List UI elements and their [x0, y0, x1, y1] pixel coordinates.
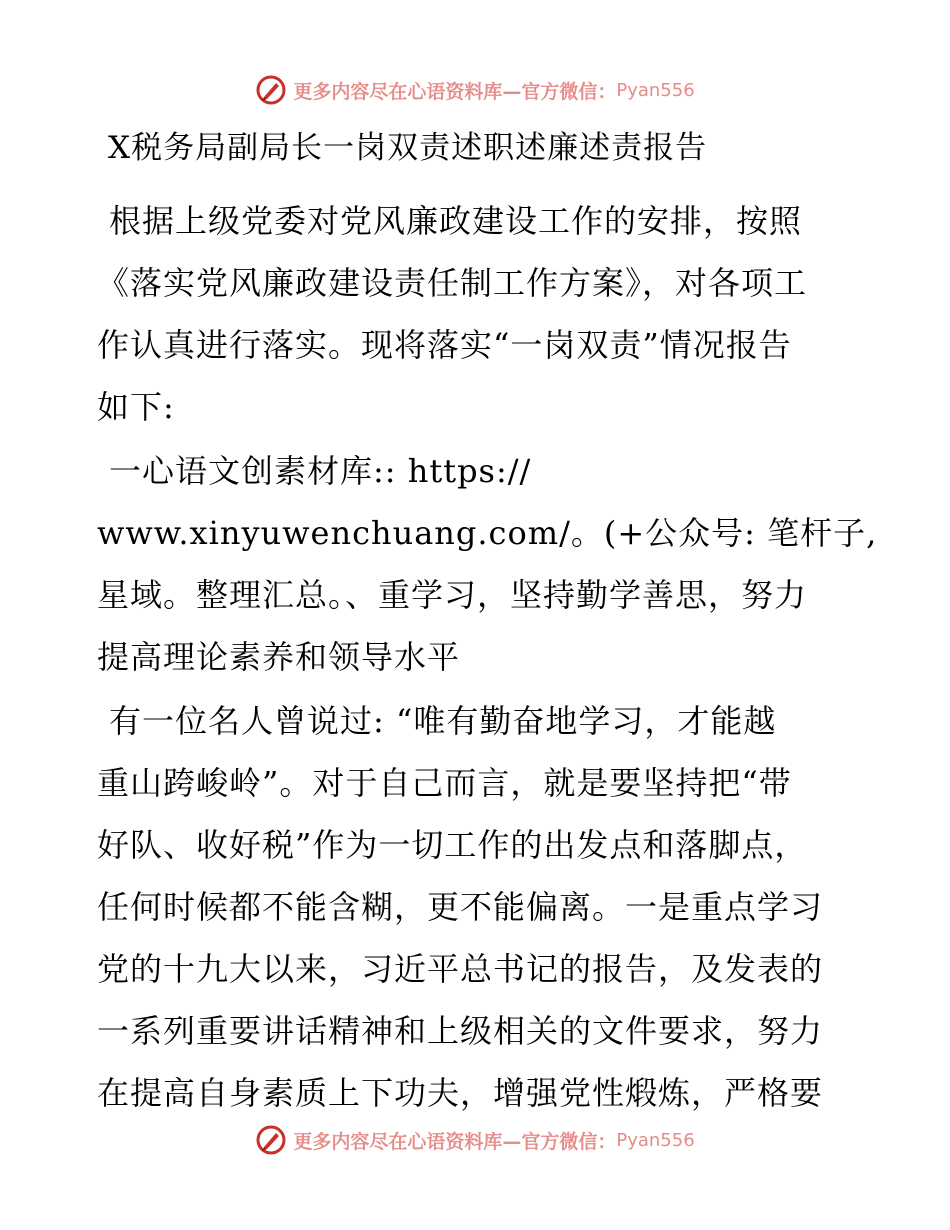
watermark-text: 更多内容尽在心语资料库—官方微信：	[293, 80, 617, 103]
pen-logo-icon	[255, 74, 287, 106]
text-line: 《落实党风廉政建设责任制工作方案》，对各项工	[97, 264, 808, 302]
watermark-contact: Pyan556	[616, 1129, 695, 1151]
text-line: 一系列重要讲话精神和上级相关的文件要求，努力	[97, 1012, 824, 1050]
text-line: 任何时候都不能含糊，更不能偏离。一是重点学习	[97, 888, 824, 926]
document-title: X税务局副局长一岗双责述职述廉述责报告	[108, 130, 708, 166]
paragraph-section-heading	[97, 440, 878, 688]
watermark-contact: Pyan556	[616, 79, 695, 101]
text-line: www.xinyuwenchuang.com/。(+公众号: 笔杆子,	[97, 514, 878, 552]
header-watermark	[0, 70, 950, 110]
paragraph-body	[97, 690, 857, 1124]
text-line: 星域。整理汇总。、重学习，坚持勤学善思，努力	[97, 576, 808, 614]
text-line: 重山跨峻岭”。对于自己而言，就是要坚持把“带	[97, 764, 792, 802]
pen-logo-icon	[255, 1124, 287, 1156]
text-line: 一心语文创素材库:: https://	[109, 452, 532, 490]
text-line: 如下:	[97, 388, 175, 426]
text-line: 作认真进行落实。现将落实“一岗双责”情况报告	[97, 326, 792, 364]
text-line: 根据上级党委对党风廉政建设工作的安排，按照	[109, 202, 803, 240]
text-line: 有一位名人曾说过: “唯有勤奋地学习，才能越	[109, 702, 777, 740]
text-line: 好队、收好税”作为一切工作的出发点和落脚点，	[97, 826, 808, 864]
text-line: 党的十九大以来，习近平总书记的报告，及发表的	[97, 950, 824, 988]
watermark-text: 更多内容尽在心语资料库—官方微信：	[293, 1130, 617, 1153]
text-line: 提高理论素养和领导水平	[97, 638, 461, 676]
footer-watermark	[0, 1120, 950, 1160]
paragraph-intro	[97, 190, 857, 438]
text-line: 在提高自身素质上下功夫，增强党性煅炼，严格要	[97, 1074, 824, 1112]
